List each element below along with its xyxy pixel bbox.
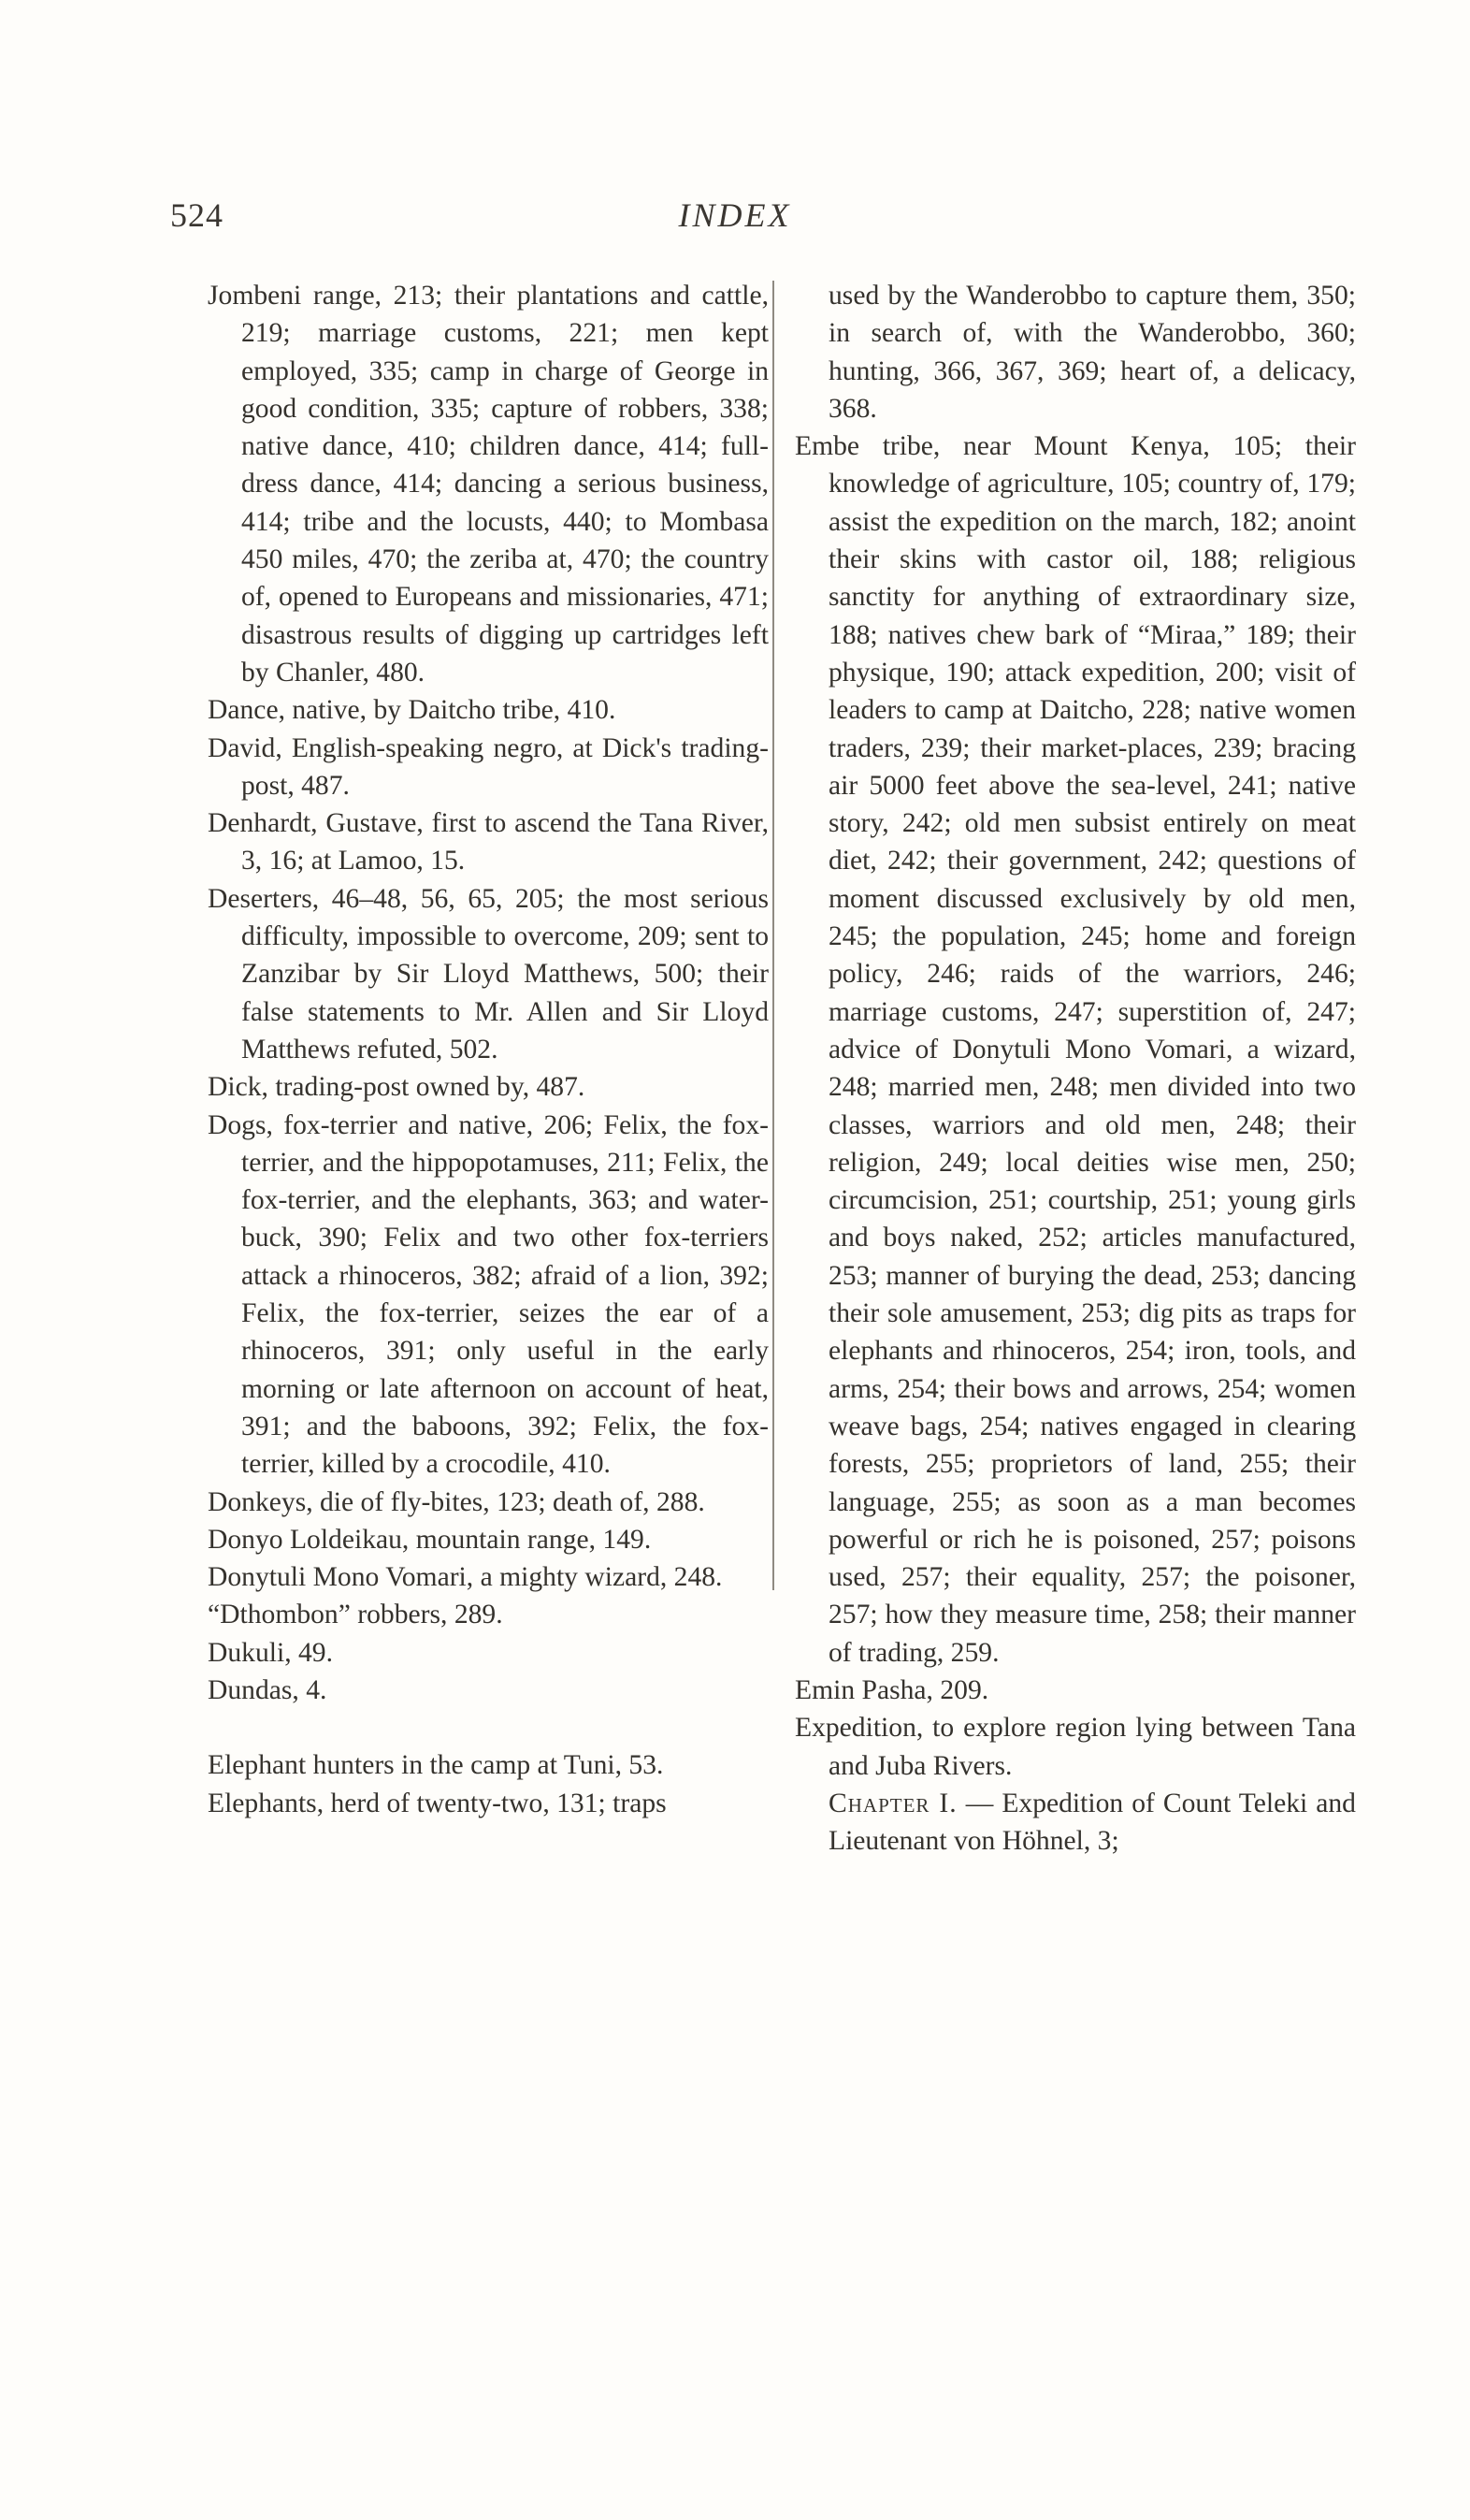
index-entry-elephants: Elephants, herd of twenty-two, 131; traps: [208, 1788, 667, 1818]
column-divider: [772, 281, 774, 1590]
index-column-right: [795, 277, 1356, 1860]
running-head: INDEX: [678, 196, 792, 234]
page-number: 524: [170, 196, 223, 234]
index-entry-elephants-continued: used by the Wanderobbo to capture them, 350; in search of, with the Wanderobbo, 360; hunting, 366, 367, 369; heart of, a delicacy, 368.: [829, 281, 1356, 424]
index-entry-chapter-one: [795, 1785, 1356, 1861]
index-entry-emin-pasha: Emin Pasha, 209.: [795, 1674, 989, 1705]
chapter-text: — Expedition of Count Teleki and Lieutenant von Höhnel, 3;: [829, 1788, 1356, 1857]
index-entry-dundas: Dundas, 4.: [208, 1674, 327, 1705]
index-entry-jombeni: Jombeni range, 213; their plantations and cattle, 219; marriage customs, 221; men kept employed, 335; camp in charge of George in good condition, 335; capture of robbers, 338; native dance, 410; children dance, 414; full-dress dance, 414; dancing a serious business, 414; tribe and the locusts, 440; to Mombasa 450 miles, 470; the zeriba at, 470; the country of, opened to Europeans and missionaries, 471; disastrous results of digging up cartridges left by Chanler, 480.: [208, 281, 769, 688]
index-entry-dance: Dance, native, by Daitcho tribe, 410.: [208, 695, 616, 726]
index-entry-donytuli: Donytuli Mono Vomari, a mighty wizard, 248.: [208, 1562, 723, 1593]
index-entry-david: David, English-speaking negro, at Dick's trading-post, 487.: [208, 732, 769, 801]
index-entry-denhardt: Denhardt, Gustave, first to ascend the Tana River, 3, 16; at Lamoo, 15.: [208, 808, 769, 876]
index-entry-donkeys: Donkeys, die of fly-bites, 123; death of, 288.: [208, 1486, 705, 1517]
index-entry-dukuli: Dukuli, 49.: [208, 1637, 333, 1668]
index-entry-deserters: Deserters, 46–48, 56, 65, 205; the most serious difficulty, impossible to overcome, 209; sent to Zanzibar by Sir Lloyd Matthews, 500; their false statements to Mr. Allen and Sir Lloyd Matthews refuted, 502.: [208, 883, 769, 1064]
index-column-left: [208, 277, 769, 1822]
index-entry-expedition: Expedition, to explore region lying between Tana and Juba Rivers.: [795, 1713, 1356, 1781]
index-entry-elephant-hunters: Elephant hunters in the camp at Tuni, 53.: [208, 1750, 664, 1781]
index-entry-dick: Dick, trading-post owned by, 487.: [208, 1072, 585, 1103]
chapter-label: Chapter I.: [829, 1788, 958, 1818]
index-entry-embe-tribe: Embe tribe, near Mount Kenya, 105; their knowledge of agriculture, 105; country of, 179; assist the expedition on the march, 182; anoint their skins with castor oil, 188; religious sanctity for anything of extraordinary size, 188; natives chew bark of “Miraa,” 189; their physique, 190; attack expedition, 200; visit of leaders to camp at Daitcho, 228; native women traders, 239; their market-places, 239; bracing air 5000 feet above the sea-level, 241; native story, 242; old men subsist entirely on meat diet, 242; their government, 242; questions of moment discussed exclusively by old men, 245; the population, 245; home and foreign policy, 246; raids of the warriors, 246; marriage customs, 247; superstition of, 247; advice of Donytuli Mono Vomari, a wizard, 248; married men, 248; men divided into two classes, warriors and old men, 248; their religion, 249; local deities wise men, 250; circumcision, 251; courtship, 251; young girls and boys naked, 252; articles manufactured, 253; manner of burying the dead, 253; dancing their sole amusement, 253; dig pits as traps for elephants and rhinoceros, 254; iron, tools, and arms, 254; their bows and arrows, 254; women weave bags, 254; natives engaged in clearing forests, 255; proprietors of land, 255; their language, 255; as soon as a man becomes powerful or rich he is poisoned, 257; poisons used, 257; their equality, 257; the poisoner, 257; how they measure time, 258; their manner of trading, 259.: [795, 431, 1356, 1668]
index-entry-donyo-loldeikau: Donyo Loldeikau, mountain range, 149.: [208, 1524, 652, 1555]
index-entry-dogs: Dogs, fox-terrier and native, 206; Felix, the fox-terrier, and the hippopotamuses, 211; Felix, the fox-terrier, and the elephants, 363; and water-buck, 390; Felix and two other fox-terriers attack a rhinoceros, 382; afraid of a lion, 392; Felix, the fox-terrier, seizes the ear of a rhinoceros, 391; only useful in the early morning or late afternoon on account of heat, 391; and the baboons, 392; Felix, the fox-terrier, killed by a crocodile, 410.: [208, 1109, 769, 1480]
index-entry-dthombon: “Dthombon” robbers, 289.: [208, 1600, 503, 1630]
